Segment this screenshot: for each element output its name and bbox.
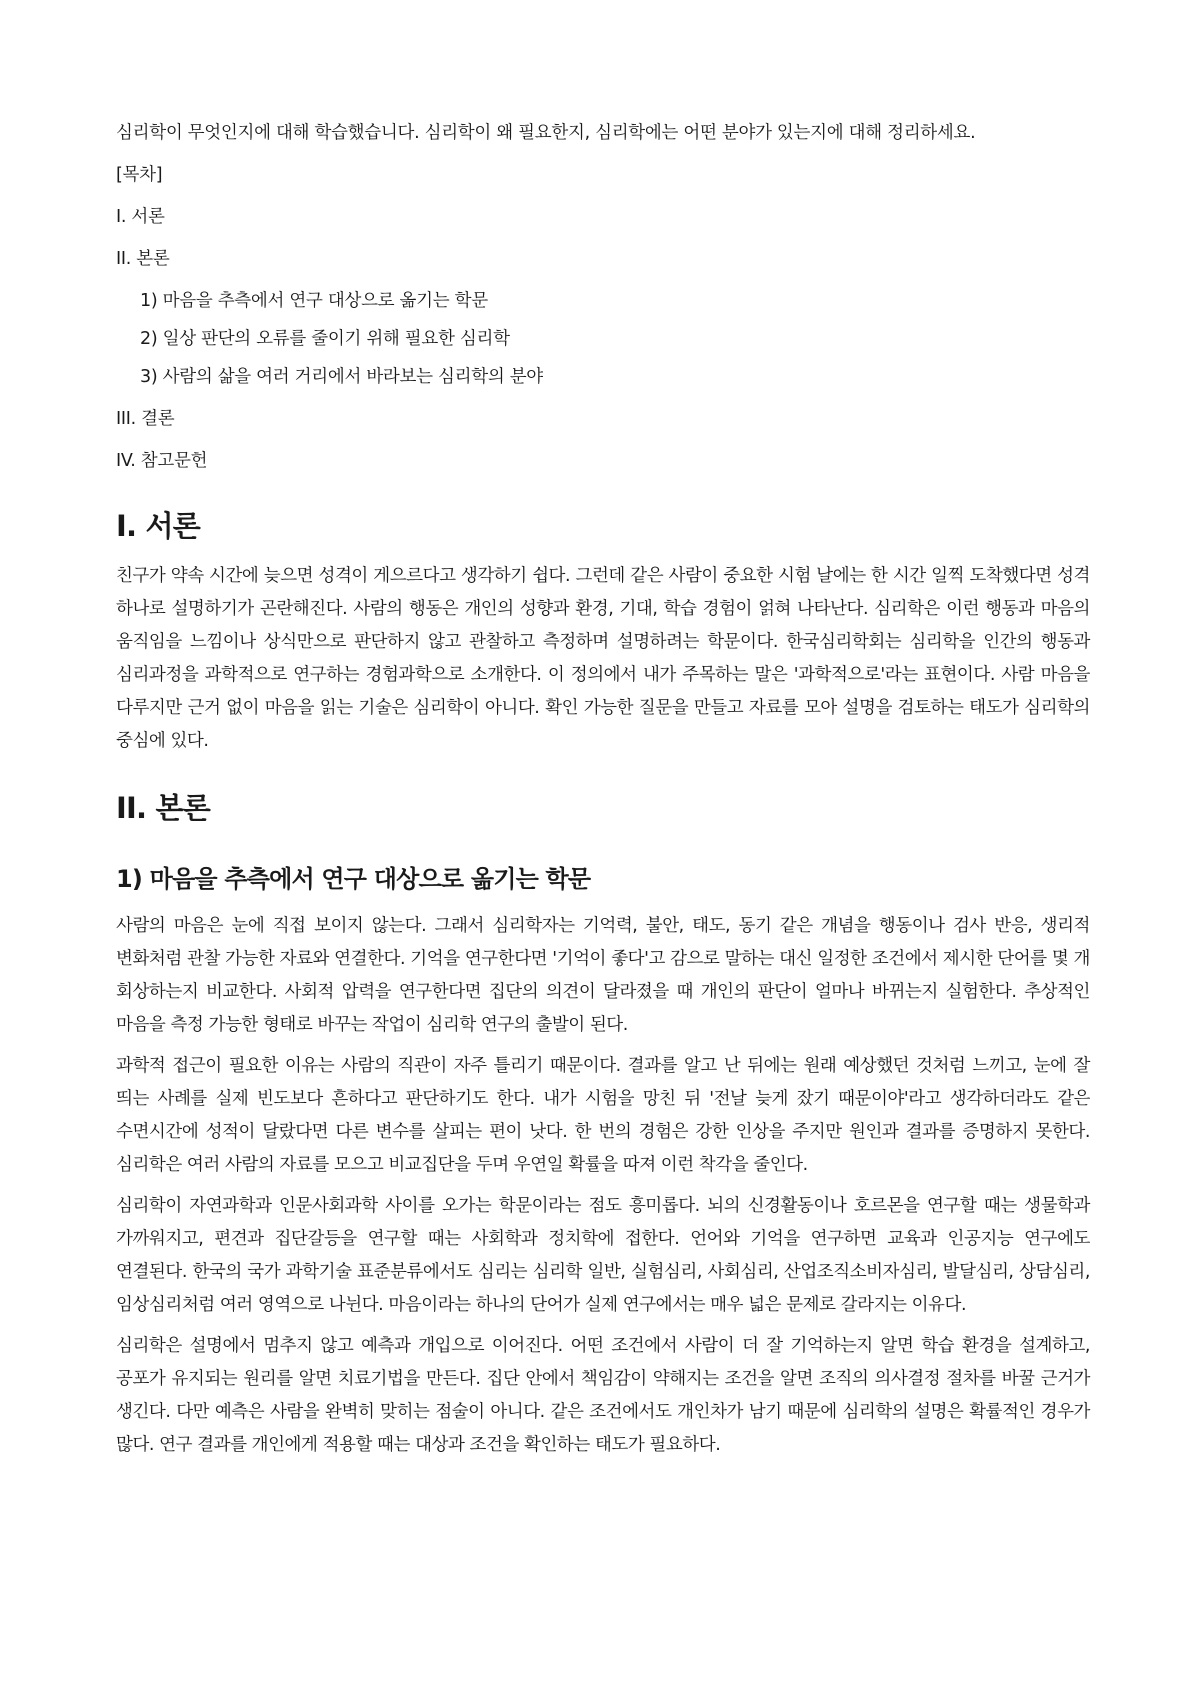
- section-title-body: II. 본론: [116, 791, 210, 825]
- subsection-title-1: 1) 마음을 추측에서 연구 대상으로 옮기는 학문: [116, 865, 591, 893]
- toc-item-references: IV. 참고문헌: [116, 451, 208, 471]
- document-page: [116, 118, 1090, 1470]
- toc-subitem-2: 2) 일상 판단의 오류를 줄이기 위해 필요한 심리학: [140, 329, 510, 349]
- toc-subitem-3: 3) 사람의 삶을 여러 거리에서 바라보는 심리학의 분야: [140, 367, 543, 387]
- table-of-contents: [116, 160, 1090, 476]
- intro-paragraph: 친구가 약속 시간에 늦으면 성격이 게으르다고 생각하기 쉽다. 그런데 같은 사람이 중요한 시험 날에는 한 시간 일찍 도착했다면 성격 하나로 설명하기가 곤란해진다. 사람의 행동은 개인의 성향과 환경, 기대, 학습 경험이 얽혀 나타난다. 심리학은 이런 행동과 마음의 움직임을 느낌이나 상식만으로 판단하지 않고 관찰하고 측정하며 설명하려는 학문이다. 한국심리학회는 심리학을 인간의 행동과 심리과정을 과학적으로 연구하는 경험과학으로 소개한다. 이 정의에서 내가 주목하는 말은 '과학적으로'라는 표현이다. 사람 마음을 다루지만 근거 없이 마음을 읽는 기술은 심리학이 아니다. 확인 가능한 질문을 만들고 자료를 모아 설명을 검토하는 태도가 심리학의 중심에 있다.: [116, 566, 1090, 751]
- toc-item-conclusion: III. 결론: [116, 409, 175, 429]
- toc-item-intro: I. 서론: [116, 207, 165, 227]
- section-title-intro: I. 서론: [116, 509, 200, 543]
- body-paragraph: 심리학은 설명에서 멈추지 않고 예측과 개입으로 이어진다. 어떤 조건에서 사람이 더 잘 기억하는지 알면 학습 환경을 설계하고, 공포가 유지되는 원리를 알면 치료기법을 만든다. 집단 안에서 책임감이 약해지는 조건을 알면 조직의 의사결정 절차를 바꿀 근거가 생긴다. 다만 예측은 사람을 완벽히 맞히는 점술이 아니다. 같은 조건에서도 개인차가 남기 때문에 심리학의 설명은 확률적인 경우가 많다. 연구 결과를 개인에게 적용할 때는 대상과 조건을 확인하는 태도가 필요하다.: [116, 1336, 1090, 1455]
- body-paragraph: 과학적 접근이 필요한 이유는 사람의 직관이 자주 틀리기 때문이다. 결과를 알고 난 뒤에는 원래 예상했던 것처럼 느끼고, 눈에 잘 띄는 사례를 실제 빈도보다 흔하다고 판단하기도 한다. 내가 시험을 망친 뒤 '전날 늦게 잤기 때문이야'라고 생각하더라도 같은 수면시간에 성적이 달랐다면 다른 변수를 살피는 편이 낫다. 한 번의 경험은 강한 인상을 주지만 원인과 결과를 증명하지 못한다. 심리학은 여러 사람의 자료를 모으고 비교집단을 두며 우연일 확률을 따져 이런 착각을 줄인다.: [116, 1056, 1090, 1175]
- body-paragraph: 사람의 마음은 눈에 직접 보이지 않는다. 그래서 심리학자는 기억력, 불안, 태도, 동기 같은 개념을 행동이나 검사 반응, 생리적 변화처럼 관찰 가능한 자료와 연결한다. 기억을 연구한다면 '기억이 좋다'고 감으로 말하는 대신 일정한 조건에서 제시한 단어를 몇 개 회상하는지 비교한다. 사회적 압력을 연구한다면 집단의 의견이 달라졌을 때 개인의 판단이 얼마나 바뀌는지 실험한다. 추상적인 마음을 측정 가능한 형태로 바꾸는 작업이 심리학 연구의 출발이 된다.: [116, 916, 1090, 1035]
- toc-item-body: II. 본론: [116, 249, 170, 269]
- toc-heading: [목차]: [116, 165, 163, 185]
- toc-subitem-1: 1) 마음을 추측에서 연구 대상으로 옮기는 학문: [140, 291, 488, 311]
- body-paragraph: 심리학이 자연과학과 인문사회과학 사이를 오가는 학문이라는 점도 흥미롭다. 뇌의 신경활동이나 호르몬을 연구할 때는 생물학과 가까워지고, 편견과 집단갈등을 연구할 때는 사회학과 정치학에 접한다. 언어와 기억을 연구하면 교육과 인공지능 연구에도 연결된다. 한국의 국가 과학기술 표준분류에서도 심리는 심리학 일반, 실험심리, 사회심리, 산업조직소비자심리, 발달심리, 상담심리, 임상심리처럼 여러 영역으로 나뉜다. 마음이라는 하나의 단어가 실제 연구에서는 매우 넓은 문제로 갈라지는 이유다.: [116, 1196, 1090, 1315]
- assignment-prompt: 심리학이 무엇인지에 대해 학습했습니다. 심리학이 왜 필요한지, 심리학에는 어떤 분야가 있는지에 대해 정리하세요.: [116, 123, 976, 143]
